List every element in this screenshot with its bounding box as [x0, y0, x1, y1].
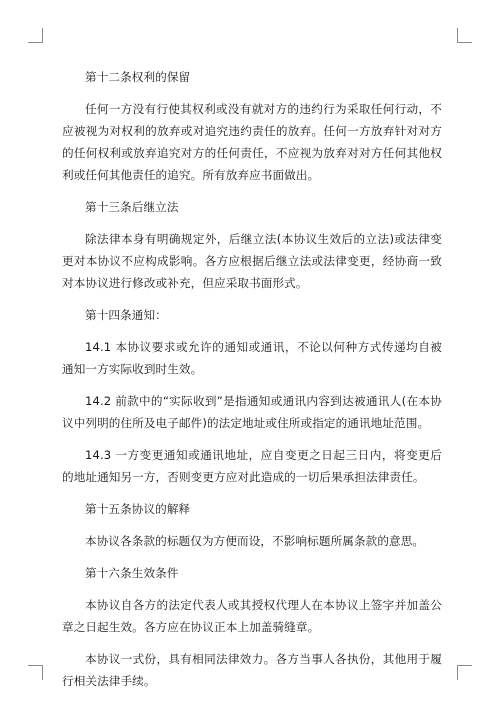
- article-16-heading: 第十六条生效条件: [85, 566, 179, 580]
- article-15-heading: 第十五条协议的解释: [85, 502, 191, 516]
- article-15-text: 本协议各条款的标题仅为方便而设，不影响标题所属条款的意思。: [85, 534, 425, 548]
- article-13-heading: 第十三条后继立法: [85, 200, 179, 214]
- crop-mark-bottom-right: [457, 665, 472, 680]
- copies-clause: 本协议一式份，具有相同法律效力。各方当事人各执份，其他用于履行相关法律手续。: [62, 652, 442, 688]
- clause-14-2: 14.2 前款中的“实际收到”是指通知或通讯内容到达被通讯人(在本协议中列明的住所及电子邮件)的法定地址或住所或指定的通讯地址范围。: [62, 394, 442, 430]
- clause-14-3: 14.3 一方变更通知或通讯地址，应自变更之日起三日内，将变更后的地址通知另一方，否则变更方应对此造成的一切后果承担法律责任。: [62, 448, 442, 484]
- crop-mark-bottom-left: [28, 665, 43, 680]
- article-13-text: 除法律本身有明确规定外，后继立法(本协议生效后的立法)或法律变更对本协议不应构成影响。各方应根据后继立法或法律变更，经协商一致对本协议进行修改或补充，但应采取书面形式。: [62, 232, 442, 290]
- document-body: [62, 66, 442, 702]
- article-14-heading: 第十四条通知：: [85, 308, 167, 322]
- crop-mark-top-left: [28, 28, 43, 43]
- crop-mark-top-right: [457, 28, 472, 43]
- article-12-heading: 第十二条权利的保留: [85, 70, 191, 84]
- clause-14-1: 14.1 本协议要求或允许的通知或通讯，不论以何种方式传递均自被通知一方实际收到时生效。: [62, 340, 442, 376]
- article-16-text: 本协议自各方的法定代表人或其授权代理人在本协议上签字并加盖公章之日起生效。各方应在协议正本上加盖骑缝章。: [62, 598, 442, 634]
- article-12-text: 任何一方没有行使其权利或没有就对方的违约行为采取任何行动，不应被视为对权利的放弃或对追究违约责任的放弃。任何一方放弃针对对方的任何权利或放弃追究对方的任何责任，不应视为放弃对对方任何其他权利或任何其他责任的追究。所有放弃应书面做出。: [62, 102, 442, 182]
